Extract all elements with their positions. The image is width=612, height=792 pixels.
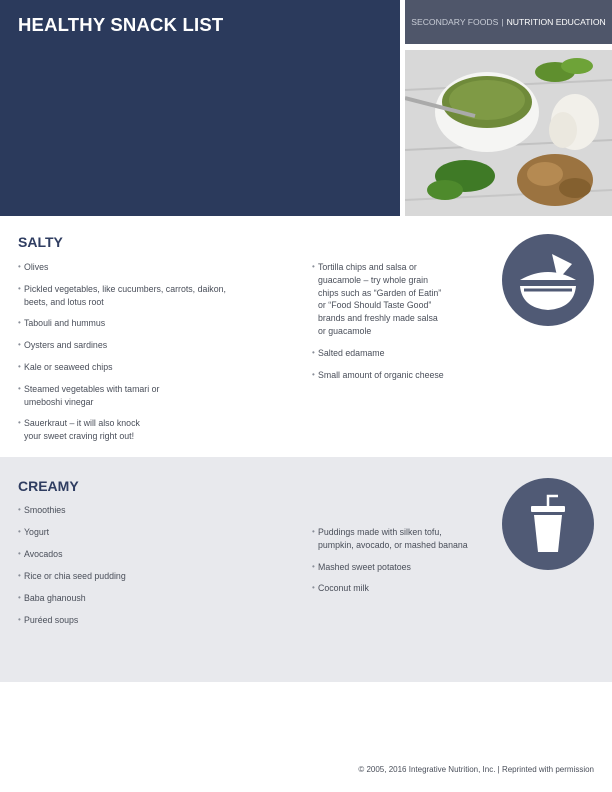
list-item: • Smoothies bbox=[18, 504, 268, 517]
cup-with-straw-icon bbox=[502, 478, 594, 570]
salty-list-left bbox=[18, 261, 268, 452]
list-item: • Yogurt bbox=[18, 526, 268, 539]
food-photo bbox=[405, 50, 612, 216]
list-item: • Sauerkraut – it will also knock your sweet craving right out! bbox=[18, 417, 268, 443]
list-item: • Tabouli and hummus bbox=[18, 317, 268, 330]
list-item: • Oysters and sardines bbox=[18, 339, 268, 352]
list-item: • Baba ghanoush bbox=[18, 592, 268, 605]
list-item: • Steamed vegetables with tamari or umeboshi vinegar bbox=[18, 383, 268, 409]
list-item: • Tortilla chips and salsa or guacamole – try whole grain chips such as “Garden of Eatin” or “Food Should Taste Good” brands and freshly made salsa or guacamole bbox=[312, 261, 482, 338]
list-item: • Coconut milk bbox=[312, 582, 502, 595]
tag-separator: | bbox=[501, 17, 504, 27]
list-item: • Kale or seaweed chips bbox=[18, 361, 268, 374]
creamy-list-left bbox=[18, 504, 268, 636]
list-item: • Mashed sweet potatoes bbox=[312, 561, 502, 574]
copyright-footer: © 2005, 2016 Integrative Nutrition, Inc. | Reprinted with permission bbox=[358, 765, 594, 774]
list-item: • Puddings made with silken tofu, pumpkin, avocado, or mashed banana bbox=[312, 526, 502, 552]
salty-list-right bbox=[312, 261, 482, 390]
section-title-creamy: CREAMY bbox=[18, 478, 79, 494]
tag-secondary-foods: SECONDARY FOODS bbox=[411, 17, 499, 27]
list-item: • Rice or chia seed pudding bbox=[18, 570, 268, 583]
category-tag bbox=[405, 0, 612, 44]
tag-nutrition-education: NUTRITION EDUCATION bbox=[506, 17, 606, 27]
bowl-icon bbox=[502, 234, 594, 326]
list-item: • Avocados bbox=[18, 548, 268, 561]
food-photo-illustration bbox=[405, 50, 612, 216]
list-item: • Salted edamame bbox=[312, 347, 482, 360]
header-banner bbox=[0, 0, 400, 216]
list-item: • Pickled vegetables, like cucumbers, carrots, daikon, beets, and lotus root bbox=[18, 283, 268, 309]
section-title-salty: SALTY bbox=[18, 234, 63, 250]
page-title: HEALTHY SNACK LIST bbox=[18, 14, 224, 35]
list-item: • Puréed soups bbox=[18, 614, 268, 627]
creamy-list-right bbox=[312, 526, 502, 604]
list-item: • Olives bbox=[18, 261, 268, 274]
list-item: • Small amount of organic cheese bbox=[312, 369, 482, 382]
